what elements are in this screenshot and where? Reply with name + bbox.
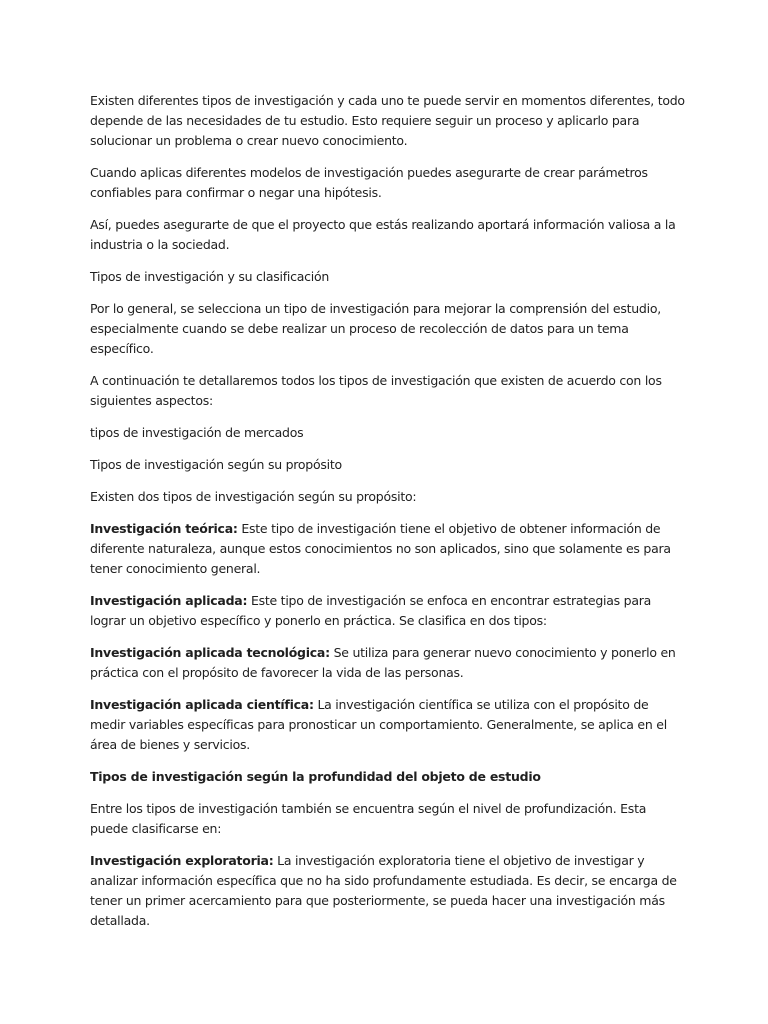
bold-section-heading bbox=[90, 767, 686, 787]
term-label: Investigación aplicada: bbox=[90, 593, 248, 608]
paragraph bbox=[90, 423, 686, 443]
paragraph bbox=[90, 371, 686, 411]
paragraph bbox=[90, 299, 686, 359]
term-label: Investigación aplicada tecnológica: bbox=[90, 645, 330, 660]
definition-paragraph bbox=[90, 519, 686, 579]
paragraph-text: Tipos de investigación según su propósito bbox=[90, 457, 342, 472]
paragraph-text: Existen diferentes tipos de investigación y cada uno te puede servir en momentos diferentes, todo depende de las necesidades de tu estudio. Esto requiere seguir un proceso y aplicarlo para solucionar un problema o crear nuevo conocimiento. bbox=[90, 93, 685, 148]
definition-paragraph bbox=[90, 851, 686, 931]
paragraph bbox=[90, 91, 686, 151]
definition-paragraph bbox=[90, 591, 686, 631]
paragraph-text: tipos de investigación de mercados bbox=[90, 425, 304, 440]
section-heading bbox=[90, 267, 686, 287]
paragraph-text: Por lo general, se selecciona un tipo de investigación para mejorar la comprensión del estudio, especialmente cuando se debe realizar un proceso de recolección de datos para un tema específico. bbox=[90, 301, 661, 356]
paragraph-text: Existen dos tipos de investigación según su propósito: bbox=[90, 489, 417, 504]
paragraph-text: La investigación científica se utiliza con el propósito de medir variables específicas para pronosticar un comportamiento. Generalmente, se aplica en el área de bienes y servicios. bbox=[90, 697, 667, 752]
paragraph bbox=[90, 163, 686, 203]
heading-text: Tipos de investigación según la profundidad del objeto de estudio bbox=[90, 769, 541, 784]
term-label: Investigación teórica: bbox=[90, 521, 238, 536]
paragraph bbox=[90, 799, 686, 839]
paragraph-text: Este tipo de investigación se enfoca en encontrar estrategias para lograr un objetivo específico y ponerlo en práctica. Se clasifica en dos tipos: bbox=[90, 593, 652, 628]
paragraph-text: Este tipo de investigación tiene el objetivo de obtener información de diferente naturaleza, aunque estos conocimientos no son aplicados, sino que solamente es para tener conocimiento general. bbox=[90, 521, 671, 576]
paragraph-text: Entre los tipos de investigación también se encuentra según el nivel de profundización. Esta puede clasificarse en: bbox=[90, 801, 647, 836]
paragraph-text: A continuación te detallaremos todos los tipos de investigación que existen de acuerdo con los siguientes aspectos: bbox=[90, 373, 662, 408]
paragraph bbox=[90, 487, 686, 507]
paragraph-text: Así, puedes asegurarte de que el proyecto que estás realizando aportará información valiosa a la industria o la sociedad. bbox=[90, 217, 676, 252]
paragraph-text: La investigación exploratoria tiene el objetivo de investigar y analizar información específica que no ha sido profundamente estudiada. Es decir, se encarga de tener un primer acercamiento para que posteriormente, se pueda hacer una investigación más detallada. bbox=[90, 853, 677, 928]
document-body bbox=[90, 91, 686, 943]
paragraph-text: Cuando aplicas diferentes modelos de investigación puedes asegurarte de crear parámetros confiables para confirmar o negar una hipótesis. bbox=[90, 165, 648, 200]
term-label: Investigación exploratoria: bbox=[90, 853, 274, 868]
paragraph bbox=[90, 215, 686, 255]
definition-paragraph bbox=[90, 643, 686, 683]
term-label: Investigación aplicada científica: bbox=[90, 697, 314, 712]
paragraph-text: Tipos de investigación y su clasificación bbox=[90, 269, 330, 284]
paragraph-text: Se utiliza para generar nuevo conocimiento y ponerlo en práctica con el propósito de favorecer la vida de las personas. bbox=[90, 645, 676, 680]
definition-paragraph bbox=[90, 695, 686, 755]
section-heading bbox=[90, 455, 686, 475]
